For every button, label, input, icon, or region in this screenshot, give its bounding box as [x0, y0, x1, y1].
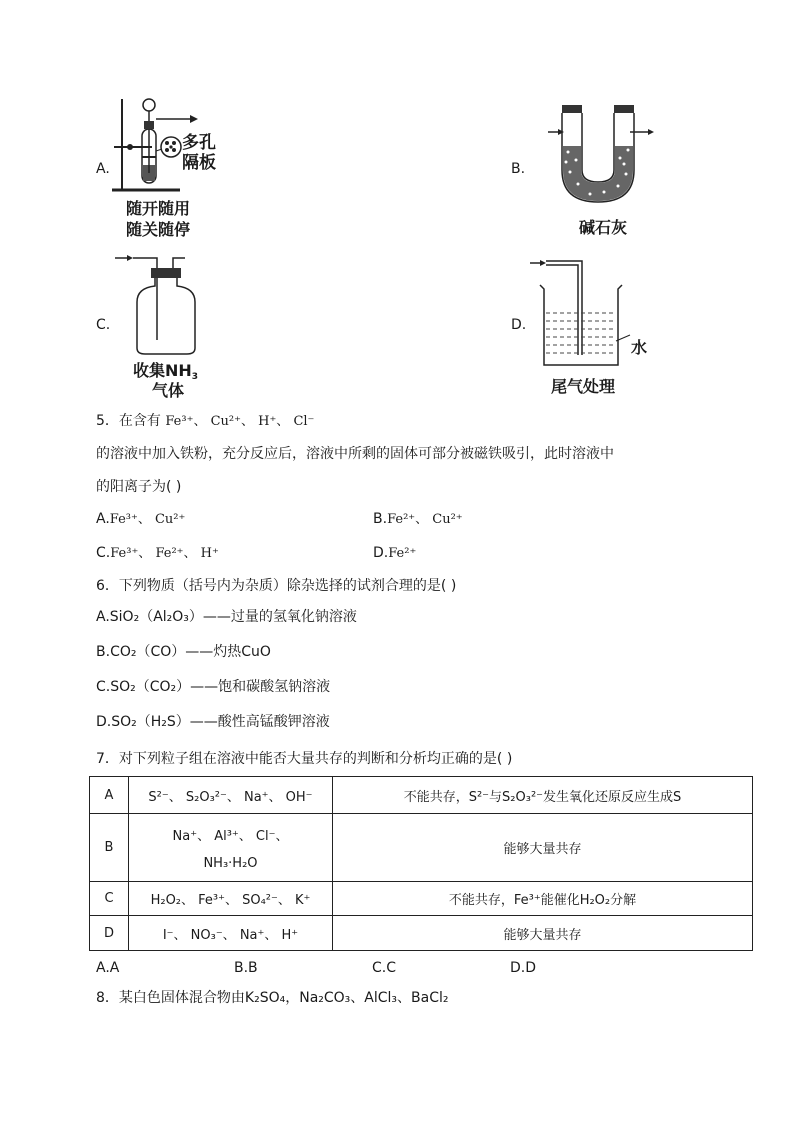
table-row	[90, 777, 753, 814]
q7-stem: 7．对下列粒子组在溶液中能否大量共存的判断和分析均正确的是( )	[96, 751, 513, 767]
kipp-caption-2: 随关随停	[126, 220, 191, 239]
q5-option-a-letter: A.	[96, 511, 110, 527]
option-c-letter: C.	[96, 317, 111, 333]
q5-option-b-letter: B.	[373, 511, 388, 527]
q7-choice-c[interactable]: C.C	[372, 960, 397, 976]
q6-option-b-text: CO₂（CO）——灼热CuO	[110, 644, 271, 660]
q7-table	[89, 776, 753, 951]
q5-stem	[96, 412, 314, 431]
q6-stem: 6．下列物质（括号内为杂质）除杂选择的试剂合理的是( )	[96, 578, 457, 594]
q7-row-a-label: A	[90, 777, 129, 814]
q5-option-a[interactable]	[96, 510, 185, 529]
q5-stem-line3: 的阳离子为( )	[96, 479, 182, 495]
q5-option-c[interactable]	[96, 544, 219, 563]
table-row	[90, 814, 753, 882]
q7-row-b-ions: Na⁺、 Al³⁺、 Cl⁻、	[172, 828, 289, 844]
beaker-absorption-diagram	[530, 255, 640, 370]
q6-option-c-letter: C.	[96, 679, 111, 695]
q6-option-a-text: SiO₂（Al₂O₃）——过量的氢氧化钠溶液	[109, 609, 357, 625]
q6-option-a[interactable]	[96, 608, 357, 626]
kipp-caption-1: 随开随用	[126, 199, 191, 218]
q7-row-b-analysis: 能够大量共存	[333, 814, 753, 882]
q5-ions: Fe³⁺、 Cu²⁺、 H⁺、 Cl⁻	[165, 414, 315, 429]
q7-choice-a[interactable]: A.A	[96, 960, 120, 976]
q6-option-c-text: SO₂（CO₂）——饱和碳酸氢钠溶液	[110, 679, 331, 695]
q5-option-c-letter: C.	[96, 545, 111, 561]
q6-option-d-letter: D.	[96, 714, 112, 730]
q5-stem-line2: 的溶液中加入铁粉，充分反应后，溶液中所剩的固体可部分被磁铁吸引，此时溶液中	[96, 446, 614, 462]
table-row	[90, 882, 753, 916]
q7-choice-d[interactable]: D.D	[510, 960, 537, 976]
perforated-plate-label: 多孔	[182, 133, 216, 153]
q5-option-a-text: Fe³⁺、 Cu²⁺	[109, 512, 186, 527]
option-d-letter: D.	[511, 317, 527, 333]
q6-option-a-letter: A.	[96, 609, 110, 625]
q5-option-d[interactable]	[373, 544, 416, 563]
q8-stem: 8．某白色固体混合物由K₂SO₄，Na₂CO₃、AlCl₃、BaCl₂	[96, 990, 449, 1006]
gas-caption: 气体	[152, 381, 185, 400]
q7-row-b-ions-2: NH₃·H₂O	[203, 855, 258, 871]
q5-option-b-text: Fe²⁺、 Cu²⁺	[387, 512, 463, 527]
q5-option-b[interactable]	[373, 510, 463, 529]
q6-option-d[interactable]	[96, 713, 330, 731]
table-row	[90, 916, 753, 951]
q7-row-b-ions-cell	[129, 814, 333, 882]
collect-nh3-text: 收集NH	[133, 361, 192, 380]
q7-row-a-ions: S²⁻、 S₂O₃²⁻、 Na⁺、 OH⁻	[129, 777, 333, 814]
water-label: 水	[631, 338, 648, 357]
q7-row-c-label: C	[90, 882, 129, 916]
q5-option-d-letter: D.	[373, 545, 389, 561]
q7-row-d-analysis: 能够大量共存	[333, 916, 753, 951]
q7-row-b-label: B	[90, 814, 129, 882]
q6-option-b[interactable]	[96, 643, 271, 661]
q7-row-a-analysis: 不能共存，S²⁻与S₂O₃²⁻发生氧化还原反应生成S	[333, 777, 753, 814]
q7-row-c-analysis: 不能共存，Fe³⁺能催化H₂O₂分解	[333, 882, 753, 916]
q6-option-d-text: SO₂（H₂S）——酸性高锰酸钾溶液	[111, 714, 330, 730]
q7-row-c-ions: H₂O₂、 Fe³⁺、 SO₄²⁻、 K⁺	[129, 882, 333, 916]
gas-bottle-diagram	[115, 250, 215, 360]
tail-gas-caption: 尾气处理	[551, 377, 616, 396]
q5-option-d-text: Fe²⁺	[388, 546, 417, 561]
u-tube-diagram	[548, 100, 668, 210]
collect-nh3-sub: 3	[191, 372, 199, 382]
q7-choice-b[interactable]: B.B	[234, 960, 258, 976]
q5-option-c-text: Fe³⁺、 Fe²⁺、 H⁺	[110, 546, 219, 561]
option-b-letter: B.	[511, 161, 526, 177]
option-a-letter: A.	[96, 161, 110, 177]
perforated-plate-label-2: 隔板	[182, 153, 216, 173]
q5-stem-prefix: 5．在含有	[96, 413, 161, 429]
q6-option-c[interactable]	[96, 678, 330, 696]
soda-lime-caption: 碱石灰	[579, 218, 628, 237]
q7-row-d-ions: I⁻、 NO₃⁻、 Na⁺、 H⁺	[129, 916, 333, 951]
q6-option-b-letter: B.	[96, 644, 111, 660]
q7-row-d-label: D	[90, 916, 129, 951]
